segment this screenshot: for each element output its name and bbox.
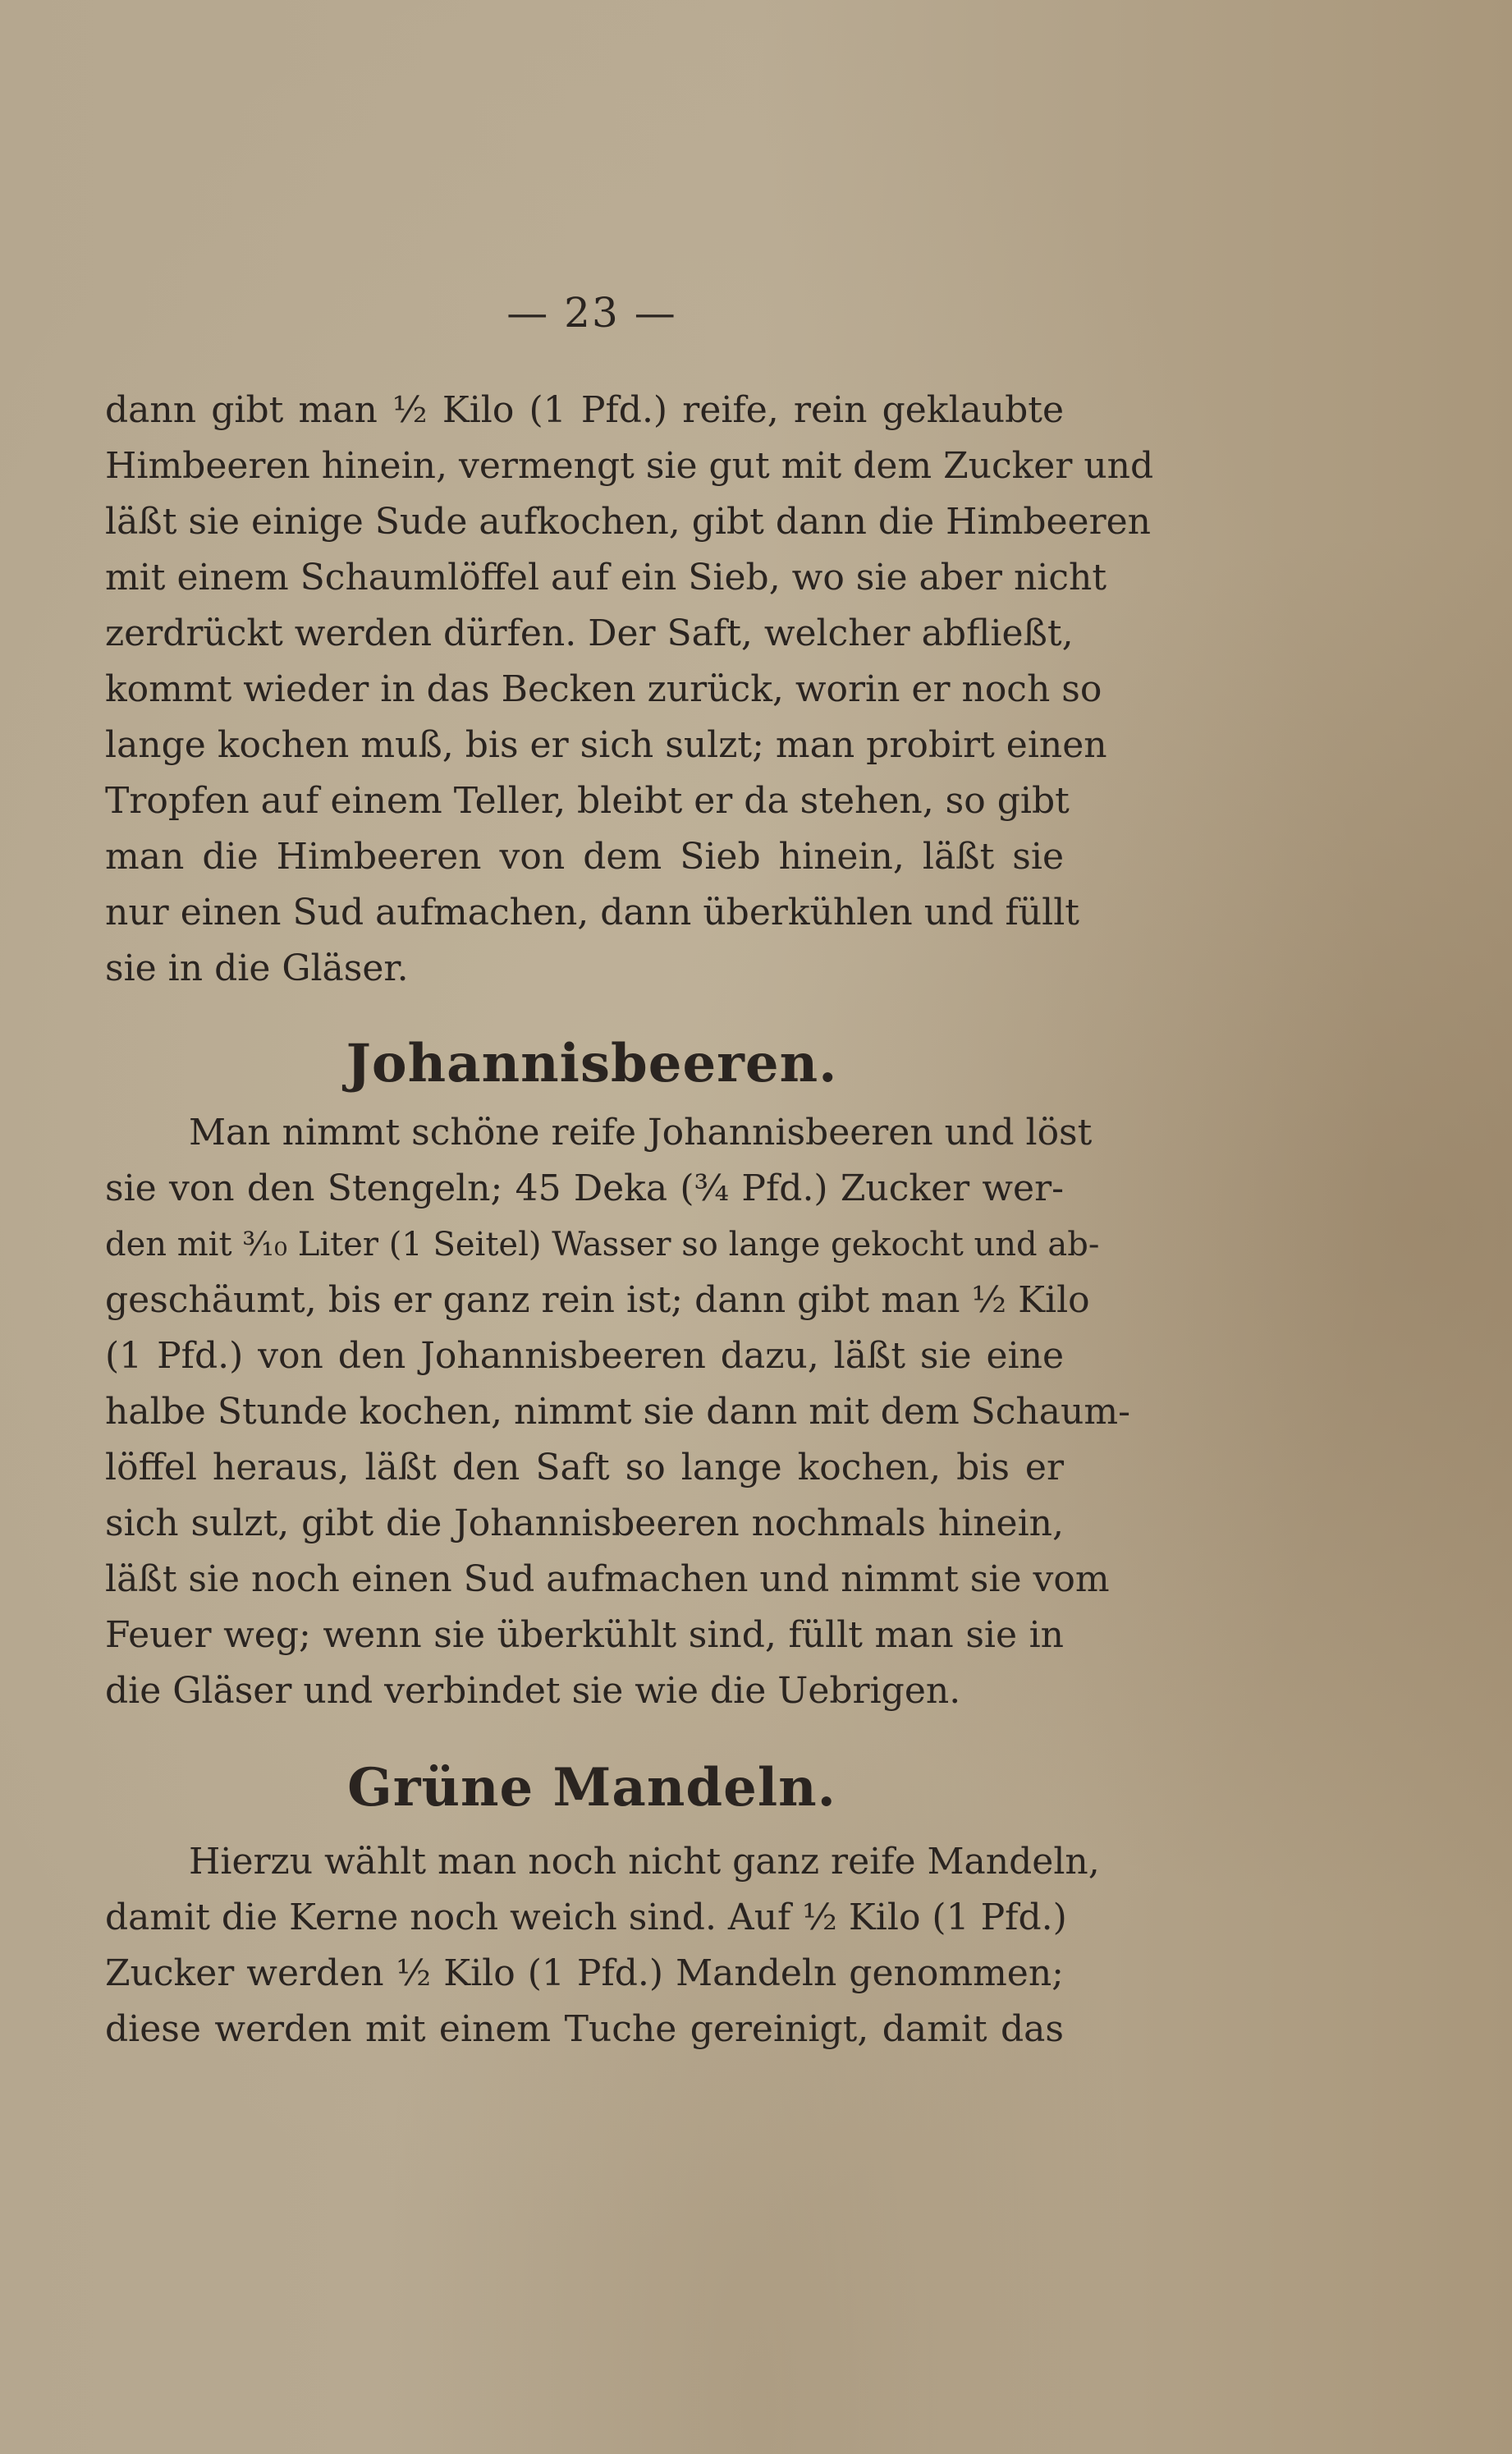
text-line: läßt sie einige Sude aufkochen, gibt dann die Himbeeren — [105, 501, 1151, 543]
text-line: Feuer weg; wenn sie überkühlt sind, füllt man sie in — [105, 1614, 1064, 1656]
text-line: Himbeeren hinein, vermengt sie gut mit dem Zucker und — [105, 445, 1154, 487]
text-line: zerdrückt werden dürfen. Der Saft, welcher abfließt, — [105, 612, 1074, 654]
text-line: lange kochen muß, bis er sich sulzt; man probirt einen — [105, 724, 1107, 766]
heading-johannisbeeren: Johannisbeeren. — [346, 1033, 838, 1094]
text-line: löffel heraus, läßt den Saft so lange kochen, bis er — [105, 1447, 1064, 1488]
text-line: nur einen Sud aufmachen, dann überkühlen und füllt — [105, 892, 1079, 933]
text-line: Tropfen auf einem Teller, bleibt er da stehen, so gibt — [105, 780, 1070, 822]
text-line: den mit ³⁄₁₀ Liter (1 Seitel) Wasser so lange gekocht und ab- — [105, 1226, 1100, 1264]
paragraph-gruene-mandeln — [105, 1834, 1100, 2057]
text-line: Hierzu wählt man noch nicht ganz reife Mandeln, — [189, 1841, 1100, 1883]
text-line: diese werden mit einem Tuche gereinigt, damit das — [105, 2008, 1064, 2050]
text-line: Zucker werden ½ Kilo (1 Pfd.) Mandeln genommen; — [105, 1952, 1064, 1994]
text-line: mit einem Schaumlöffel auf ein Sieb, wo sie aber nicht — [105, 557, 1107, 599]
text-line: die Gläser und verbindet sie wie die Uebrigen. — [105, 1670, 961, 1712]
text-line: sie von den Stengeln; 45 Deka (¾ Pfd.) Zucker wer- — [105, 1167, 1064, 1209]
text-line: Man nimmt schöne reife Johannisbeeren und löst — [189, 1112, 1093, 1154]
text-line: (1 Pfd.) von den Johannisbeeren dazu, läßt sie eine — [105, 1335, 1064, 1377]
text-line: sie in die Gläser. — [105, 947, 409, 989]
text-line: geschäumt, bis er ganz rein ist; dann gibt man ½ Kilo — [105, 1279, 1090, 1321]
text-line: läßt sie noch einen Sud aufmachen und nimmt sie vom — [105, 1558, 1110, 1600]
text-line: dann gibt man ½ Kilo (1 Pfd.) reife, rein geklaubte — [105, 389, 1064, 431]
text-line: damit die Kerne noch weich sind. Auf ½ Kilo (1 Pfd.) — [105, 1897, 1067, 1938]
text-line: sich sulzt, gibt die Johannisbeeren nochmals hinein, — [105, 1502, 1064, 1544]
page-number: — 23 — — [506, 289, 677, 337]
text-line: man die Himbeeren von dem Sieb hinein, läßt sie — [105, 836, 1064, 878]
text-line: kommt wieder in das Becken zurück, worin er noch so — [105, 668, 1102, 710]
heading-gruene-mandeln: Grüne Mandeln. — [347, 1757, 836, 1819]
text-line: halbe Stunde kochen, nimmt sie dann mit dem Schaum- — [105, 1391, 1130, 1433]
paragraph-himbeeren-continued — [105, 383, 1154, 997]
paragraph-johannisbeeren — [105, 1105, 1130, 1719]
